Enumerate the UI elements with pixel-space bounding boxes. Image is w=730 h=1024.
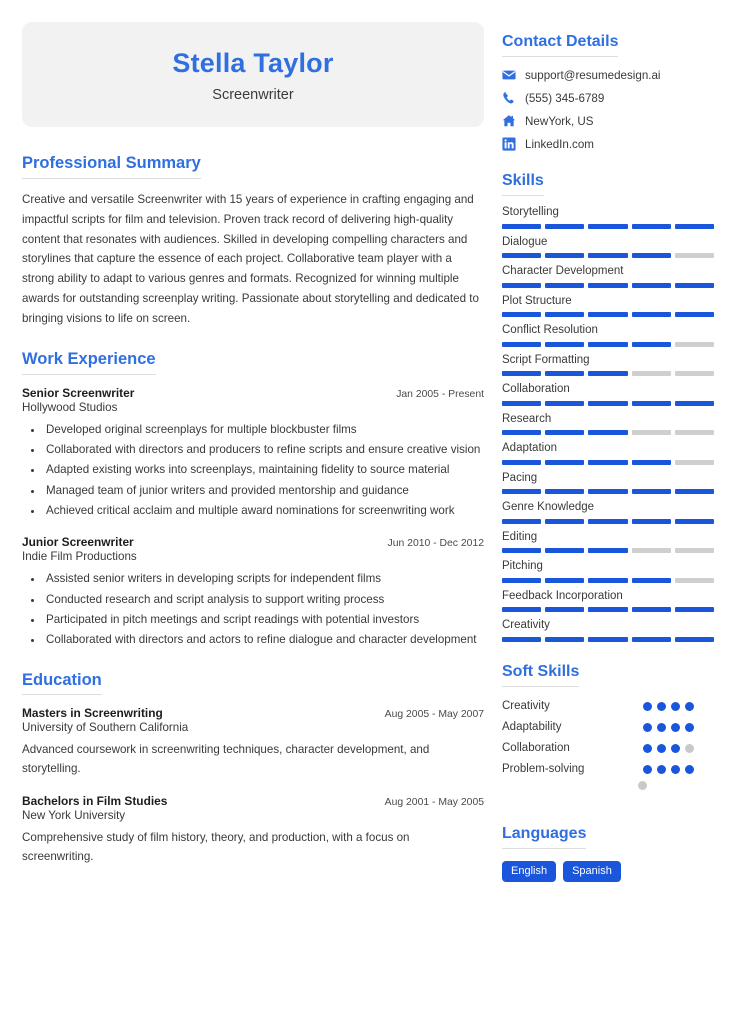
education-entry-header: [22, 706, 484, 720]
skill-bar-segment: [502, 371, 541, 376]
soft-skill-dot: [671, 723, 680, 732]
skill-bar-segment: [545, 342, 584, 347]
job-title: Screenwriter: [212, 87, 294, 104]
skill-bar-segment: [588, 637, 627, 642]
skill-bar-segment: [588, 578, 627, 583]
skill-item: [502, 353, 714, 377]
experience-organization: Hollywood Studios: [22, 400, 118, 414]
work-experience-section: [22, 349, 484, 649]
skill-name: Creativity: [502, 619, 550, 632]
skill-bar-segment: [502, 430, 541, 435]
skill-bar-segment: [502, 548, 541, 553]
skill-item: [502, 441, 714, 465]
skill-name: Script Formatting: [502, 353, 590, 366]
summary-text: Creative and versatile Screenwriter with 15 years of experience in crafting engaging and impactful scripts for film and television. Proven track record of delivering high-quality content that resonates with audiences. Skilled in developing compelling characters and storylines that capture the essence of each project. Collaborative team player with a strong ability to adapt to various genres and formats. Recognized for winning multiple awards for outstanding screenplay writing. Passionate about storytelling and dedicated to bringing visions to life on screen.: [22, 192, 479, 326]
contact-row: [502, 91, 714, 105]
contact-row: [502, 137, 714, 151]
phone-icon: [502, 91, 516, 105]
soft-skill-row: [502, 717, 714, 738]
skill-bar-segment: [588, 460, 627, 465]
skill-bar-segment: [675, 312, 714, 317]
skill-bar-segment: [502, 489, 541, 494]
skill-level-bar: [502, 430, 714, 435]
contact-list: [502, 68, 714, 151]
skill-bar-segment: [632, 430, 671, 435]
skill-name: Dialogue: [502, 235, 548, 248]
skill-bar-segment: [632, 371, 671, 376]
skill-item: [502, 264, 714, 288]
skill-bar-segment: [675, 283, 714, 288]
skill-bar-segment: [675, 548, 714, 553]
experience-bullet-list: [22, 421, 484, 521]
main-column: [22, 22, 484, 1024]
skill-bar-segment: [588, 548, 627, 553]
skill-bar-segment: [545, 548, 584, 553]
language-tag: Spanish: [563, 861, 621, 883]
skill-bar-segment: [632, 607, 671, 612]
skill-level-bar: [502, 519, 714, 524]
experience-bullet: • Collaborated with directors and producers to refine scripts and ensure creative vision: [44, 441, 484, 459]
experience-date: Jun 2010 - Dec 2012: [387, 538, 484, 550]
experience-entry: [22, 386, 484, 521]
skill-bar-segment: [675, 607, 714, 612]
skills-list: [502, 205, 714, 642]
skill-bar-segment: [502, 283, 541, 288]
skill-bar-segment: [588, 371, 627, 376]
education-school: New York University: [22, 808, 126, 822]
education-date: Aug 2005 - May 2007: [384, 709, 484, 721]
skill-level-bar: [502, 489, 714, 494]
skill-bar-segment: [588, 253, 627, 258]
skill-bar-segment: [632, 460, 671, 465]
skill-bar-segment: [632, 548, 671, 553]
skill-bar-segment: [502, 460, 541, 465]
soft-skill-row: [502, 759, 714, 780]
skill-bar-segment: [632, 253, 671, 258]
skill-bar-segment: [675, 489, 714, 494]
experience-bullet: • Participated in pitch meetings and script readings with potential investors: [44, 611, 484, 629]
skill-level-bar: [502, 401, 714, 406]
section-heading-summary: Professional Summary: [22, 153, 201, 179]
languages-section: [502, 824, 714, 883]
skill-bar-segment: [632, 578, 671, 583]
experience-bullet-list: [22, 570, 484, 649]
experience-bullet: • Adapted existing works into screenplays, maintaining fidelity to source material: [44, 461, 484, 479]
experience-entry-header: [22, 535, 484, 549]
experience-bullet: • Collaborated with directors and actors to refine dialogue and character development: [44, 631, 484, 649]
skill-bar-segment: [502, 637, 541, 642]
skill-bar-segment: [502, 578, 541, 583]
skill-item: [502, 294, 714, 318]
skill-name: Feedback Incorporation: [502, 589, 623, 602]
experience-role: Junior Screenwriter: [22, 535, 134, 550]
skill-bar-segment: [632, 283, 671, 288]
soft-skill-name: Adaptability: [502, 721, 562, 734]
skill-item: [502, 471, 714, 495]
skill-bar-segment: [588, 283, 627, 288]
skill-bar-segment: [545, 371, 584, 376]
page-title: Stella Taylor: [172, 48, 334, 78]
experience-entry: [22, 535, 484, 649]
experience-bullet: • Managed team of junior writers and provided mentorship and guidance: [44, 482, 484, 500]
skill-bar-segment: [545, 489, 584, 494]
skill-bar-segment: [632, 342, 671, 347]
skill-bar-segment: [675, 224, 714, 229]
education-entry: [22, 794, 484, 867]
soft-skill-row: [502, 738, 714, 759]
skill-name: Pacing: [502, 471, 538, 484]
education-school: University of Southern California: [22, 721, 189, 735]
soft-skill-dot: [643, 702, 652, 711]
soft-skills-section: [502, 662, 714, 804]
skill-item: [502, 559, 714, 583]
soft-skill-dots: [643, 744, 694, 753]
skill-bar-segment: [588, 312, 627, 317]
experience-bullet: • Developed original screenplays for multiple blockbuster films: [44, 421, 484, 439]
skill-name: Collaboration: [502, 383, 570, 396]
soft-skill-dot: [643, 723, 652, 732]
skill-bar-segment: [545, 607, 584, 612]
skill-bar-segment: [502, 607, 541, 612]
contact-details-section: [502, 32, 714, 151]
soft-skill-dot: [685, 723, 694, 732]
section-heading-contact: Contact Details: [502, 32, 618, 57]
skill-bar-segment: [632, 637, 671, 642]
education-description: Advanced coursework in screenwriting techniques, character development, and storytelling.: [22, 743, 430, 776]
skill-name: Conflict Resolution: [502, 324, 598, 337]
education-description: Comprehensive study of film history, theory, and production, with a focus on screenwriting.: [22, 830, 410, 863]
skill-bar-segment: [675, 342, 714, 347]
section-heading-experience: Work Experience: [22, 349, 156, 375]
skill-bar-segment: [675, 460, 714, 465]
skill-name: Pitching: [502, 560, 543, 573]
skill-item: [502, 382, 714, 406]
name-header-card: [22, 22, 484, 127]
skill-bar-segment: [675, 371, 714, 376]
soft-skill-dot: [638, 781, 647, 790]
experience-role: Senior Screenwriter: [22, 385, 135, 400]
contact-value: LinkedIn.com: [525, 137, 594, 151]
skill-bar-segment: [502, 519, 541, 524]
education-degree: Bachelors in Film Studies: [22, 793, 168, 808]
soft-skill-dots: [643, 723, 694, 732]
skill-name: Character Development: [502, 265, 624, 278]
soft-skill-overflow-dots: [502, 781, 694, 790]
soft-skill-dot: [671, 702, 680, 711]
section-heading-languages: Languages: [502, 824, 586, 849]
skill-level-bar: [502, 460, 714, 465]
soft-skill-dot: [671, 744, 680, 753]
skill-item: [502, 323, 714, 347]
skill-name: Adaptation: [502, 442, 557, 455]
skill-bar-segment: [675, 519, 714, 524]
skill-bar-segment: [545, 312, 584, 317]
experience-bullet: • Conducted research and script analysis to support writing process: [44, 591, 484, 609]
soft-skill-dot: [643, 765, 652, 774]
skill-item: [502, 205, 714, 229]
skill-name: Genre Knowledge: [502, 501, 595, 514]
skill-level-bar: [502, 548, 714, 553]
education-section: [22, 670, 484, 867]
skill-bar-segment: [588, 519, 627, 524]
skill-bar-segment: [588, 342, 627, 347]
experience-list: [22, 386, 484, 650]
skill-bar-segment: [545, 401, 584, 406]
education-date: Aug 2001 - May 2005: [384, 796, 484, 808]
skill-item: [502, 235, 714, 259]
skill-level-bar: [502, 578, 714, 583]
skill-level-bar: [502, 637, 714, 642]
contact-row: [502, 114, 714, 128]
linkedin-icon: [502, 137, 516, 151]
skill-bar-segment: [675, 401, 714, 406]
skill-bar-segment: [632, 489, 671, 494]
skill-bar-segment: [675, 637, 714, 642]
experience-date: Jan 2005 - Present: [396, 388, 484, 400]
soft-skill-dot: [685, 744, 694, 753]
soft-skill-dots: [643, 702, 694, 711]
soft-skill-dot: [657, 744, 666, 753]
skill-bar-segment: [632, 312, 671, 317]
education-degree: Masters in Screenwriting: [22, 706, 163, 721]
professional-summary-section: [22, 153, 484, 329]
skill-bar-segment: [545, 460, 584, 465]
skill-name: Storytelling: [502, 206, 559, 218]
skill-bar-segment: [588, 489, 627, 494]
skill-bar-segment: [502, 342, 541, 347]
skill-bar-segment: [545, 253, 584, 258]
skill-level-bar: [502, 283, 714, 288]
contact-value: support@resumedesign.ai: [525, 68, 661, 82]
contact-value: NewYork, US: [525, 114, 594, 128]
section-heading-education: Education: [22, 670, 102, 696]
soft-skill-dot: [685, 765, 694, 774]
skill-name: Plot Structure: [502, 294, 572, 307]
skill-bar-segment: [502, 312, 541, 317]
skill-level-bar: [502, 607, 714, 612]
skill-item: [502, 618, 714, 642]
skill-bar-segment: [502, 224, 541, 229]
experience-organization: Indie Film Productions: [22, 550, 137, 564]
education-entry: [22, 706, 484, 779]
soft-skill-dot: [671, 765, 680, 774]
skill-bar-segment: [632, 519, 671, 524]
sidebar-column: [502, 22, 714, 1024]
experience-bullet: • Achieved critical acclaim and multiple award nominations for screenwriting work: [44, 502, 484, 520]
soft-skill-name: Creativity: [502, 700, 550, 713]
skill-bar-segment: [675, 430, 714, 435]
soft-skill-dot: [685, 702, 694, 711]
skill-name: Editing: [502, 530, 538, 543]
soft-skill-dot: [643, 744, 652, 753]
skill-level-bar: [502, 342, 714, 347]
skill-bar-segment: [545, 637, 584, 642]
skill-bar-segment: [588, 430, 627, 435]
soft-skill-dot: [657, 723, 666, 732]
skill-bar-segment: [675, 578, 714, 583]
skill-item: [502, 412, 714, 436]
skills-section: [502, 171, 714, 642]
envelope-icon: [502, 68, 516, 82]
skill-bar-segment: [588, 224, 627, 229]
skill-level-bar: [502, 312, 714, 317]
experience-entry-header: [22, 386, 484, 400]
skill-item: [502, 589, 714, 613]
language-tag-list: [502, 861, 714, 883]
skill-level-bar: [502, 224, 714, 229]
skill-bar-segment: [632, 224, 671, 229]
soft-skill-dot: [657, 702, 666, 711]
contact-value: (555) 345-6789: [525, 91, 605, 105]
skill-bar-segment: [588, 401, 627, 406]
soft-skill-row: [502, 696, 714, 717]
skill-level-bar: [502, 253, 714, 258]
education-entry-header: [22, 794, 484, 808]
language-tag: English: [502, 861, 556, 883]
home-icon: [502, 114, 516, 128]
skill-level-bar: [502, 371, 714, 376]
skill-bar-segment: [545, 224, 584, 229]
skill-bar-segment: [545, 283, 584, 288]
skill-bar-segment: [545, 430, 584, 435]
education-list: [22, 706, 484, 866]
skill-item: [502, 500, 714, 524]
skill-bar-segment: [545, 578, 584, 583]
soft-skills-list: [502, 696, 714, 804]
soft-skill-dots: [643, 765, 694, 774]
experience-bullet: • Assisted senior writers in developing scripts for independent films: [44, 570, 484, 588]
soft-skill-name: Problem-solving: [502, 763, 585, 776]
soft-skill-dot: [657, 765, 666, 774]
skill-bar-segment: [502, 253, 541, 258]
soft-skill-name: Collaboration: [502, 742, 570, 755]
skill-bar-segment: [588, 607, 627, 612]
skill-name: Research: [502, 412, 552, 425]
skill-bar-segment: [545, 519, 584, 524]
skill-bar-segment: [502, 401, 541, 406]
skill-bar-segment: [632, 401, 671, 406]
section-heading-soft-skills: Soft Skills: [502, 662, 579, 687]
skill-bar-segment: [675, 253, 714, 258]
section-heading-skills: Skills: [502, 171, 544, 196]
contact-row: [502, 68, 714, 82]
skill-item: [502, 530, 714, 554]
